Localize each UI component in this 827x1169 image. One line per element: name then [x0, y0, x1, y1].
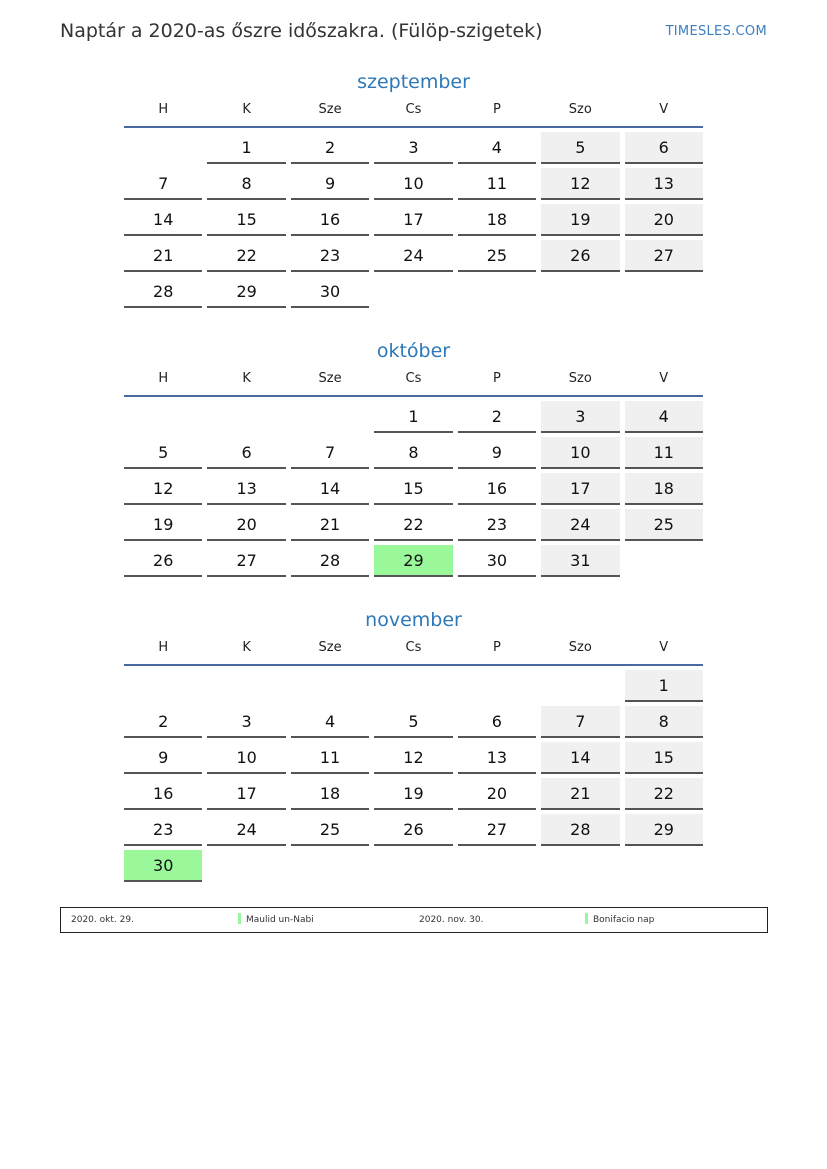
day-cell: 12 [374, 742, 452, 774]
weekday-label: Sze [318, 371, 342, 386]
day-cell: 28 [291, 545, 369, 577]
day-cell: 20 [625, 204, 703, 236]
day-cell: 2 [124, 706, 202, 738]
week-row [124, 850, 703, 886]
empty-cell [541, 670, 619, 702]
day-cell: 29 [207, 276, 285, 308]
day-cell: 16 [124, 778, 202, 810]
day-cell: 11 [458, 168, 536, 200]
weekday-label: Szo [568, 371, 592, 386]
empty-cell [625, 545, 703, 577]
day-cell: 14 [124, 204, 202, 236]
brand-logo[interactable]: TIMESLES.COM [665, 24, 767, 39]
weekday-label: H [158, 371, 169, 386]
weekday-label: K [242, 102, 251, 117]
day-cell: 18 [625, 473, 703, 505]
month-title: szeptember [357, 71, 470, 93]
weekday-label: Cs [405, 640, 422, 655]
day-cell: 2 [291, 132, 369, 164]
day-cell: 23 [458, 509, 536, 541]
day-cell: 13 [207, 473, 285, 505]
week-row [124, 742, 703, 778]
week-row [124, 509, 703, 545]
day-cell: 24 [207, 814, 285, 846]
day-cell: 26 [374, 814, 452, 846]
month-title: október [376, 340, 451, 362]
day-cell: 8 [374, 437, 452, 469]
day-cell: 5 [124, 437, 202, 469]
week-row [124, 778, 703, 814]
day-cell: 21 [124, 240, 202, 272]
weekday-label: H [158, 640, 169, 655]
day-cell: 22 [374, 509, 452, 541]
day-cell: 7 [124, 168, 202, 200]
day-cell: 25 [458, 240, 536, 272]
empty-cell [207, 850, 285, 882]
day-cell: 30 [458, 545, 536, 577]
day-cell: 13 [625, 168, 703, 200]
weekday-label: K [242, 371, 251, 386]
day-cell: 30 [291, 276, 369, 308]
day-cell: 22 [625, 778, 703, 810]
month-october [124, 337, 703, 581]
month-title: november [365, 609, 462, 631]
day-cell: 9 [458, 437, 536, 469]
day-cell: 24 [374, 240, 452, 272]
day-cell: 16 [458, 473, 536, 505]
day-cell: 14 [291, 473, 369, 505]
day-cell: 15 [207, 204, 285, 236]
weekday-header [124, 100, 703, 128]
day-cell: 12 [124, 473, 202, 505]
empty-cell [541, 850, 619, 882]
holiday-color-swatch [238, 913, 241, 924]
empty-cell [291, 670, 369, 702]
day-cell: 27 [207, 545, 285, 577]
day-cell: 9 [291, 168, 369, 200]
day-cell: 7 [291, 437, 369, 469]
weekday-label: Sze [318, 102, 342, 117]
legend-date-1: 2020. okt. 29. [71, 915, 134, 925]
week-row [124, 401, 703, 437]
empty-cell [291, 401, 369, 433]
empty-cell [374, 670, 452, 702]
day-cell: 8 [625, 706, 703, 738]
weekday-label: V [659, 102, 669, 117]
day-cell: 25 [291, 814, 369, 846]
weekday-label: P [492, 371, 501, 386]
day-cell: 10 [374, 168, 452, 200]
weekday-label: P [492, 640, 501, 655]
day-cell: 23 [291, 240, 369, 272]
day-cell: 10 [207, 742, 285, 774]
day-cell: 10 [541, 437, 619, 469]
empty-cell [458, 670, 536, 702]
day-cell: 27 [458, 814, 536, 846]
legend-item-1: Maulid un-Nabi [238, 908, 314, 932]
day-cell: 18 [291, 778, 369, 810]
month-september [124, 68, 703, 312]
empty-cell [625, 276, 703, 308]
day-cell: 1 [207, 132, 285, 164]
day-cell: 19 [374, 778, 452, 810]
day-cell: 23 [124, 814, 202, 846]
weekday-label: V [659, 640, 669, 655]
week-row [124, 473, 703, 509]
weekday-label: H [158, 102, 169, 117]
day-cell: 17 [541, 473, 619, 505]
page-title: Naptár a 2020-as őszre időszakra. (Fülöp-szigetek) [60, 20, 543, 42]
weekday-label: Szo [568, 102, 592, 117]
day-cell: 15 [374, 473, 452, 505]
day-cell: 17 [374, 204, 452, 236]
week-row [124, 168, 703, 204]
day-cell: 19 [124, 509, 202, 541]
day-cell: 27 [625, 240, 703, 272]
day-cell: 14 [541, 742, 619, 774]
legend-date-2: 2020. nov. 30. [419, 915, 484, 925]
weekday-label: K [242, 640, 251, 655]
week-row [124, 437, 703, 473]
empty-cell [207, 670, 285, 702]
day-cell: 21 [541, 778, 619, 810]
weekday-header [124, 369, 703, 397]
day-cell: 22 [207, 240, 285, 272]
day-cell: 19 [541, 204, 619, 236]
day-cell: 11 [625, 437, 703, 469]
day-cell: 15 [625, 742, 703, 774]
day-cell: 17 [207, 778, 285, 810]
weekday-label: V [659, 371, 669, 386]
day-cell: 20 [207, 509, 285, 541]
empty-cell [374, 850, 452, 882]
day-cell: 12 [541, 168, 619, 200]
empty-cell [374, 276, 452, 308]
day-cell: 24 [541, 509, 619, 541]
day-cell: 28 [124, 276, 202, 308]
empty-cell [124, 401, 202, 433]
holiday-day-cell: 30 [124, 850, 202, 882]
day-cell: 3 [207, 706, 285, 738]
empty-cell [541, 276, 619, 308]
day-cell: 3 [541, 401, 619, 433]
day-cell: 8 [207, 168, 285, 200]
day-cell: 1 [625, 670, 703, 702]
day-cell: 21 [291, 509, 369, 541]
day-cell: 6 [207, 437, 285, 469]
day-cell: 28 [541, 814, 619, 846]
empty-cell [124, 670, 202, 702]
empty-cell [458, 276, 536, 308]
week-row [124, 276, 703, 312]
holiday-legend [60, 907, 768, 933]
weekday-label: P [492, 102, 501, 117]
empty-cell [291, 850, 369, 882]
day-cell: 5 [374, 706, 452, 738]
weekday-label: Szo [568, 640, 592, 655]
day-cell: 29 [625, 814, 703, 846]
week-row [124, 670, 703, 706]
day-cell: 26 [124, 545, 202, 577]
week-row [124, 814, 703, 850]
day-cell: 11 [291, 742, 369, 774]
empty-cell [124, 132, 202, 164]
weekday-label: Cs [405, 371, 422, 386]
day-cell: 4 [291, 706, 369, 738]
day-cell: 1 [374, 401, 452, 433]
day-cell: 26 [541, 240, 619, 272]
empty-cell [625, 850, 703, 882]
day-cell: 6 [625, 132, 703, 164]
day-cell: 5 [541, 132, 619, 164]
weekday-header [124, 638, 703, 666]
week-row [124, 545, 703, 581]
day-cell: 20 [458, 778, 536, 810]
day-cell: 13 [458, 742, 536, 774]
day-cell: 4 [625, 401, 703, 433]
day-cell: 18 [458, 204, 536, 236]
weekday-label: Cs [405, 102, 422, 117]
week-row [124, 240, 703, 276]
week-row [124, 132, 703, 168]
month-november [124, 606, 703, 886]
day-cell: 9 [124, 742, 202, 774]
day-cell: 6 [458, 706, 536, 738]
week-row [124, 706, 703, 742]
day-cell: 3 [374, 132, 452, 164]
day-cell: 31 [541, 545, 619, 577]
holiday-day-cell: 29 [374, 545, 452, 577]
weekday-label: Sze [318, 640, 342, 655]
day-cell: 2 [458, 401, 536, 433]
legend-item-2: Bonifacio nap [585, 908, 654, 932]
holiday-color-swatch [585, 913, 588, 924]
day-cell: 25 [625, 509, 703, 541]
empty-cell [207, 401, 285, 433]
week-row [124, 204, 703, 240]
empty-cell [458, 850, 536, 882]
day-cell: 7 [541, 706, 619, 738]
day-cell: 4 [458, 132, 536, 164]
day-cell: 16 [291, 204, 369, 236]
